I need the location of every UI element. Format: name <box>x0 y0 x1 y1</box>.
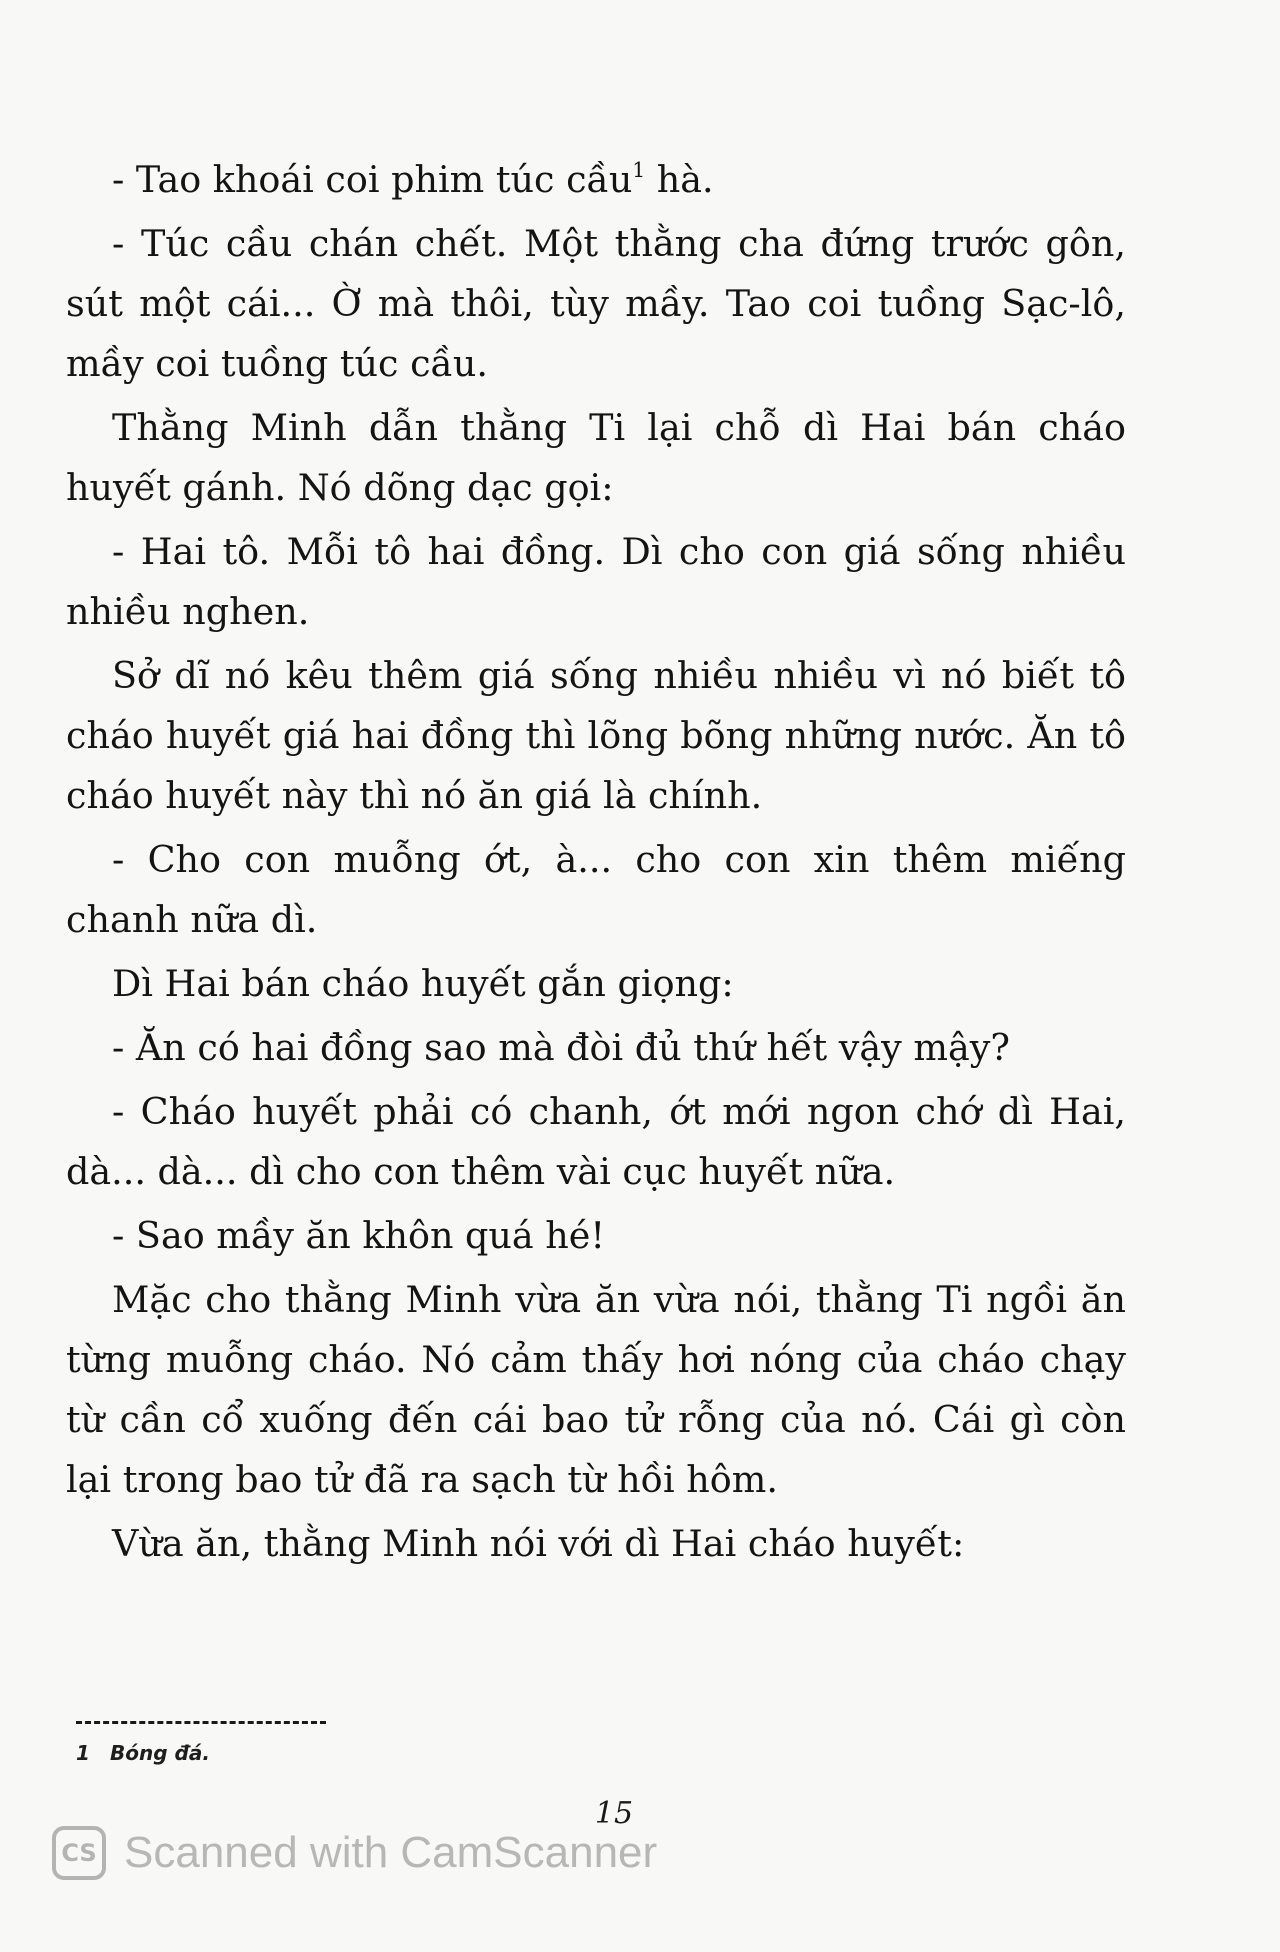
footnote-text: Bóng đá. <box>110 1741 210 1765</box>
paragraph-12: Vừa ăn, thằng Minh nói với dì Hai cháo huyết: <box>112 1522 965 1565</box>
paragraph-4: - Hai tô. Mỗi tô hai đồng. Dì cho con giá sống nhiều nhiều nghen. <box>66 530 1126 633</box>
footnote <box>76 1738 210 1768</box>
watermark-text: Scanned with CamScanner <box>124 1828 658 1877</box>
paragraph-2: - Túc cầu chán chết. Một thằng cha đứng trước gôn, sút một cái... Ờ mà thôi, tùy mầy. Tao coi tuồng Sạc-lô, mầy coi tuồng túc cầu. <box>66 222 1126 385</box>
body-text <box>66 150 1126 1578</box>
paragraph-3: Thằng Minh dẫn thằng Ti lại chỗ dì Hai bán cháo huyết gánh. Nó dõng dạc gọi: <box>66 406 1126 509</box>
footnote-divider <box>76 1721 326 1724</box>
paragraph-10: - Sao mầy ăn khôn quá hé! <box>112 1214 606 1257</box>
paragraph-6: - Cho con muỗng ớt, à... cho con xin thêm miếng chanh nữa dì. <box>66 838 1126 941</box>
camscanner-watermark <box>52 1822 657 1884</box>
page-number: 15 <box>594 1796 634 1831</box>
camscanner-logo-icon: CS <box>52 1826 106 1880</box>
paragraph-7: Dì Hai bán cháo huyết gắn giọng: <box>112 962 734 1005</box>
paragraph-8: - Ăn có hai đồng sao mà đòi đủ thứ hết vậy mậy? <box>112 1026 1010 1069</box>
paragraph-11: Mặc cho thằng Minh vừa ăn vừa nói, thằng Ti ngồi ăn từng muỗng cháo. Nó cảm thấy hơi nóng của cháo chạy từ cần cổ xuống đến cái bao tử rỗng của nó. Cái gì còn lại trong bao tử đã ra sạch từ hồi hôm. <box>66 1278 1126 1501</box>
footnote-reference: 1 <box>632 157 646 182</box>
paragraph-9: - Cháo huyết phải có chanh, ớt mới ngon chớ dì Hai, dà... dà... dì cho con thêm vài cục huyết nữa. <box>66 1090 1126 1193</box>
footnote-number: 1 <box>76 1741 90 1765</box>
paragraph-1: - Tao khoái coi phim túc cầu$^1$ hà. <box>112 157 714 201</box>
paragraph-5: Sở dĩ nó kêu thêm giá sống nhiều nhiều vì nó biết tô cháo huyết giá hai đồng thì lõng bõng những nước. Ăn tô cháo huyết này thì nó ăn giá là chính. <box>66 654 1126 817</box>
